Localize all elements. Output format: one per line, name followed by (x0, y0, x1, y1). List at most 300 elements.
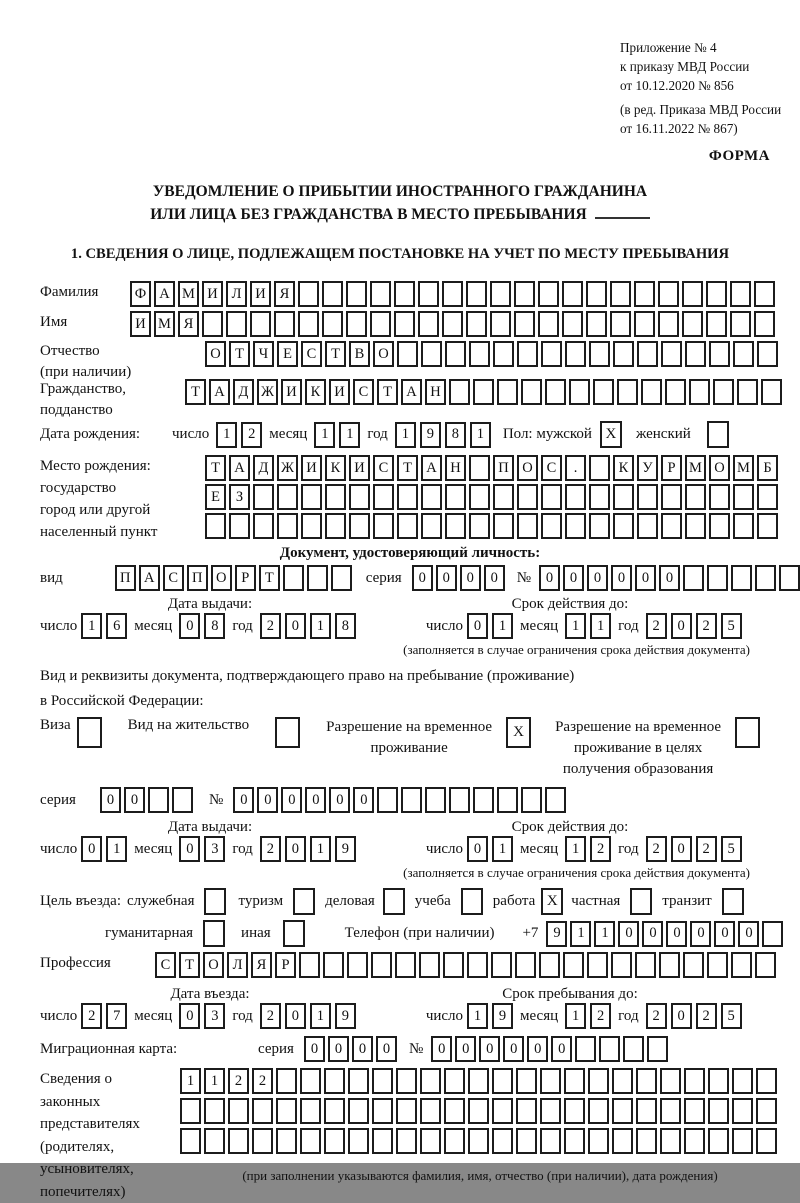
char-cell[interactable] (466, 281, 487, 307)
char-cell[interactable] (298, 281, 319, 307)
char-cell[interactable]: 1 (81, 613, 102, 639)
char-cell[interactable]: 0 (233, 787, 254, 813)
char-cell[interactable]: Т (185, 379, 206, 405)
char-cell[interactable]: 0 (479, 1036, 500, 1062)
char-cell[interactable]: П (115, 565, 136, 591)
char-cell[interactable] (370, 311, 391, 337)
char-cell[interactable]: 0 (738, 921, 759, 947)
char-cell[interactable]: 1 (314, 422, 335, 448)
char-cell[interactable] (757, 484, 778, 510)
char-cell[interactable]: 0 (666, 921, 687, 947)
char-cell[interactable]: П (187, 565, 208, 591)
char-cell[interactable] (565, 341, 586, 367)
char-cell[interactable] (468, 1098, 489, 1124)
char-cell[interactable]: 0 (527, 1036, 548, 1062)
char-cell[interactable] (730, 281, 751, 307)
char-cell[interactable]: Т (179, 952, 200, 978)
char-cell[interactable] (708, 1128, 729, 1154)
char-cell[interactable]: К (613, 455, 634, 481)
char-cell[interactable] (589, 513, 610, 539)
char-cell[interactable] (636, 1098, 657, 1124)
char-cell[interactable]: 1 (310, 613, 331, 639)
char-cell[interactable]: 0 (671, 1003, 692, 1029)
char-cell[interactable] (635, 952, 656, 978)
char-cell[interactable]: 1 (310, 1003, 331, 1029)
char-cell[interactable] (276, 1098, 297, 1124)
char-cell[interactable] (612, 1068, 633, 1094)
char-cell[interactable]: 1 (470, 422, 491, 448)
char-cell[interactable] (467, 952, 488, 978)
char-cell[interactable] (205, 513, 226, 539)
char-cell[interactable] (514, 311, 535, 337)
char-cell[interactable] (731, 565, 752, 591)
char-cell[interactable] (401, 787, 422, 813)
char-cell[interactable] (419, 952, 440, 978)
char-cell[interactable] (372, 1098, 393, 1124)
char-cell[interactable]: О (517, 455, 538, 481)
char-cell[interactable]: 0 (671, 613, 692, 639)
char-cell[interactable] (348, 1068, 369, 1094)
char-cell[interactable]: К (325, 455, 346, 481)
char-cell[interactable] (613, 513, 634, 539)
char-cell[interactable]: И (329, 379, 350, 405)
char-cell[interactable] (394, 281, 415, 307)
char-cell[interactable]: 9 (420, 422, 441, 448)
char-cell[interactable] (492, 1068, 513, 1094)
char-cell[interactable] (755, 952, 776, 978)
char-cell[interactable] (684, 1068, 705, 1094)
char-cell[interactable]: 1 (467, 1003, 488, 1029)
char-cell[interactable]: М (685, 455, 706, 481)
char-cell[interactable] (444, 1068, 465, 1094)
char-cell[interactable]: 2 (590, 836, 611, 862)
char-cell[interactable] (298, 311, 319, 337)
char-cell[interactable] (730, 311, 751, 337)
char-cell[interactable]: 0 (690, 921, 711, 947)
char-cell[interactable]: О (373, 341, 394, 367)
char-cell[interactable] (757, 513, 778, 539)
char-cell[interactable]: 0 (124, 787, 145, 813)
temp-residence-edu-checkbox[interactable] (735, 717, 760, 748)
char-cell[interactable] (372, 1068, 393, 1094)
char-cell[interactable]: Р (661, 455, 682, 481)
char-cell[interactable] (637, 484, 658, 510)
char-cell[interactable] (325, 513, 346, 539)
char-cell[interactable] (589, 484, 610, 510)
char-cell[interactable] (733, 484, 754, 510)
char-cell[interactable] (420, 1128, 441, 1154)
char-cell[interactable]: А (209, 379, 230, 405)
char-cell[interactable]: И (250, 281, 271, 307)
char-cell[interactable] (300, 1098, 321, 1124)
char-cell[interactable]: 9 (492, 1003, 513, 1029)
char-cell[interactable] (395, 952, 416, 978)
char-cell[interactable] (613, 341, 634, 367)
purpose-humanitarian-checkbox[interactable] (203, 920, 225, 947)
char-cell[interactable] (708, 1098, 729, 1124)
char-cell[interactable]: 0 (179, 1003, 200, 1029)
char-cell[interactable] (545, 787, 566, 813)
char-cell[interactable]: 0 (659, 565, 680, 591)
char-cell[interactable] (490, 311, 511, 337)
char-cell[interactable] (589, 341, 610, 367)
char-cell[interactable] (324, 1098, 345, 1124)
char-cell[interactable] (449, 379, 470, 405)
char-cell[interactable]: 2 (252, 1068, 273, 1094)
char-cell[interactable]: 0 (503, 1036, 524, 1062)
char-cell[interactable]: Б (757, 455, 778, 481)
char-cell[interactable] (521, 787, 542, 813)
char-cell[interactable]: 0 (353, 787, 374, 813)
char-cell[interactable]: Т (397, 455, 418, 481)
char-cell[interactable]: 0 (611, 565, 632, 591)
purpose-other-checkbox[interactable] (283, 920, 305, 947)
char-cell[interactable] (612, 1098, 633, 1124)
char-cell[interactable] (322, 281, 343, 307)
char-cell[interactable]: 0 (179, 836, 200, 862)
char-cell[interactable] (565, 513, 586, 539)
char-cell[interactable]: О (203, 952, 224, 978)
char-cell[interactable]: Я (274, 281, 295, 307)
char-cell[interactable]: 2 (241, 422, 262, 448)
char-cell[interactable] (612, 1128, 633, 1154)
char-cell[interactable]: 2 (646, 836, 667, 862)
char-cell[interactable]: . (565, 455, 586, 481)
char-cell[interactable]: 0 (484, 565, 505, 591)
char-cell[interactable] (660, 1068, 681, 1094)
char-cell[interactable] (473, 787, 494, 813)
char-cell[interactable] (685, 341, 706, 367)
char-cell[interactable]: 2 (646, 613, 667, 639)
char-cell[interactable]: А (401, 379, 422, 405)
char-cell[interactable] (348, 1098, 369, 1124)
char-cell[interactable] (540, 1128, 561, 1154)
char-cell[interactable]: 1 (180, 1068, 201, 1094)
char-cell[interactable] (396, 1128, 417, 1154)
char-cell[interactable] (733, 513, 754, 539)
char-cell[interactable] (420, 1098, 441, 1124)
char-cell[interactable] (468, 1068, 489, 1094)
char-cell[interactable]: 0 (635, 565, 656, 591)
char-cell[interactable] (473, 379, 494, 405)
char-cell[interactable] (641, 379, 662, 405)
char-cell[interactable] (660, 1128, 681, 1154)
char-cell[interactable]: 0 (285, 613, 306, 639)
char-cell[interactable] (682, 281, 703, 307)
char-cell[interactable]: И (130, 311, 151, 337)
char-cell[interactable] (685, 513, 706, 539)
char-cell[interactable] (761, 379, 782, 405)
purpose-tourism-checkbox[interactable] (293, 888, 315, 915)
char-cell[interactable]: М (154, 311, 175, 337)
purpose-business-checkbox[interactable] (383, 888, 405, 915)
char-cell[interactable]: Д (233, 379, 254, 405)
char-cell[interactable]: Ж (277, 455, 298, 481)
char-cell[interactable]: Р (235, 565, 256, 591)
char-cell[interactable] (613, 484, 634, 510)
char-cell[interactable]: 0 (436, 565, 457, 591)
sex-male-checkbox[interactable]: X (600, 421, 622, 448)
char-cell[interactable]: 2 (646, 1003, 667, 1029)
char-cell[interactable] (563, 952, 584, 978)
char-cell[interactable] (516, 1068, 537, 1094)
char-cell[interactable] (469, 513, 490, 539)
char-cell[interactable] (658, 281, 679, 307)
char-cell[interactable] (514, 281, 535, 307)
char-cell[interactable] (229, 513, 250, 539)
char-cell[interactable] (755, 565, 776, 591)
char-cell[interactable]: 2 (260, 1003, 281, 1029)
char-cell[interactable]: 5 (721, 613, 742, 639)
char-cell[interactable]: 1 (570, 921, 591, 947)
char-cell[interactable] (348, 1128, 369, 1154)
char-cell[interactable] (541, 341, 562, 367)
char-cell[interactable]: И (202, 281, 223, 307)
char-cell[interactable] (683, 952, 704, 978)
char-cell[interactable] (682, 311, 703, 337)
char-cell[interactable]: 0 (539, 565, 560, 591)
char-cell[interactable]: 0 (179, 613, 200, 639)
sex-female-checkbox[interactable] (707, 421, 729, 448)
char-cell[interactable] (586, 281, 607, 307)
char-cell[interactable] (466, 311, 487, 337)
char-cell[interactable] (636, 1068, 657, 1094)
char-cell[interactable] (517, 341, 538, 367)
char-cell[interactable]: Т (229, 341, 250, 367)
visa-checkbox[interactable] (77, 717, 102, 748)
char-cell[interactable]: 0 (563, 565, 584, 591)
char-cell[interactable] (497, 787, 518, 813)
char-cell[interactable] (617, 379, 638, 405)
temp-residence-checkbox[interactable]: X (506, 717, 531, 748)
char-cell[interactable] (324, 1128, 345, 1154)
char-cell[interactable] (634, 311, 655, 337)
char-cell[interactable] (588, 1128, 609, 1154)
char-cell[interactable] (468, 1128, 489, 1154)
char-cell[interactable] (331, 565, 352, 591)
char-cell[interactable]: 1 (594, 921, 615, 947)
char-cell[interactable] (250, 311, 271, 337)
char-cell[interactable] (610, 311, 631, 337)
char-cell[interactable]: 3 (204, 1003, 225, 1029)
char-cell[interactable] (689, 379, 710, 405)
char-cell[interactable] (589, 455, 610, 481)
char-cell[interactable] (538, 281, 559, 307)
char-cell[interactable]: А (139, 565, 160, 591)
char-cell[interactable] (659, 952, 680, 978)
char-cell[interactable] (228, 1128, 249, 1154)
char-cell[interactable] (469, 455, 490, 481)
char-cell[interactable]: Н (445, 455, 466, 481)
char-cell[interactable] (425, 787, 446, 813)
char-cell[interactable] (469, 341, 490, 367)
char-cell[interactable] (491, 952, 512, 978)
char-cell[interactable] (706, 281, 727, 307)
char-cell[interactable] (148, 787, 169, 813)
char-cell[interactable] (497, 379, 518, 405)
char-cell[interactable] (301, 513, 322, 539)
char-cell[interactable] (587, 952, 608, 978)
char-cell[interactable] (420, 1068, 441, 1094)
char-cell[interactable] (737, 379, 758, 405)
char-cell[interactable] (349, 513, 370, 539)
char-cell[interactable]: 2 (696, 613, 717, 639)
char-cell[interactable] (516, 1128, 537, 1154)
char-cell[interactable] (732, 1128, 753, 1154)
char-cell[interactable]: 0 (352, 1036, 373, 1062)
char-cell[interactable] (564, 1068, 585, 1094)
char-cell[interactable]: 0 (304, 1036, 325, 1062)
char-cell[interactable] (418, 311, 439, 337)
char-cell[interactable] (397, 513, 418, 539)
char-cell[interactable] (661, 513, 682, 539)
char-cell[interactable]: М (733, 455, 754, 481)
char-cell[interactable] (322, 311, 343, 337)
char-cell[interactable] (569, 379, 590, 405)
char-cell[interactable]: Л (226, 281, 247, 307)
char-cell[interactable] (588, 1068, 609, 1094)
char-cell[interactable]: 2 (590, 1003, 611, 1029)
char-cell[interactable]: 8 (335, 613, 356, 639)
char-cell[interactable]: 1 (565, 613, 586, 639)
char-cell[interactable] (274, 311, 295, 337)
char-cell[interactable]: 1 (565, 1003, 586, 1029)
char-cell[interactable]: А (154, 281, 175, 307)
char-cell[interactable]: 1 (395, 422, 416, 448)
char-cell[interactable]: 7 (106, 1003, 127, 1029)
char-cell[interactable] (373, 484, 394, 510)
char-cell[interactable] (588, 1098, 609, 1124)
char-cell[interactable] (660, 1098, 681, 1124)
char-cell[interactable]: 1 (565, 836, 586, 862)
char-cell[interactable] (252, 1128, 273, 1154)
char-cell[interactable] (707, 565, 728, 591)
char-cell[interactable] (226, 311, 247, 337)
char-cell[interactable]: 1 (590, 613, 611, 639)
char-cell[interactable] (325, 484, 346, 510)
char-cell[interactable]: В (349, 341, 370, 367)
char-cell[interactable] (575, 1036, 596, 1062)
char-cell[interactable] (493, 341, 514, 367)
char-cell[interactable] (623, 1036, 644, 1062)
char-cell[interactable] (565, 484, 586, 510)
char-cell[interactable] (665, 379, 686, 405)
char-cell[interactable]: 0 (281, 787, 302, 813)
char-cell[interactable]: Р (275, 952, 296, 978)
char-cell[interactable]: 1 (310, 836, 331, 862)
char-cell[interactable] (540, 1068, 561, 1094)
char-cell[interactable]: 5 (721, 1003, 742, 1029)
char-cell[interactable] (228, 1098, 249, 1124)
char-cell[interactable]: 2 (260, 613, 281, 639)
char-cell[interactable]: 0 (257, 787, 278, 813)
char-cell[interactable]: Ч (253, 341, 274, 367)
char-cell[interactable]: Л (227, 952, 248, 978)
char-cell[interactable] (706, 311, 727, 337)
char-cell[interactable] (562, 281, 583, 307)
char-cell[interactable] (493, 484, 514, 510)
char-cell[interactable] (253, 484, 274, 510)
char-cell[interactable]: 8 (204, 613, 225, 639)
char-cell[interactable] (421, 513, 442, 539)
char-cell[interactable] (442, 311, 463, 337)
char-cell[interactable] (515, 952, 536, 978)
char-cell[interactable]: 0 (285, 836, 306, 862)
char-cell[interactable] (396, 1068, 417, 1094)
char-cell[interactable]: Т (259, 565, 280, 591)
char-cell[interactable]: 0 (100, 787, 121, 813)
char-cell[interactable] (661, 341, 682, 367)
char-cell[interactable] (586, 311, 607, 337)
char-cell[interactable] (300, 1128, 321, 1154)
char-cell[interactable]: Т (377, 379, 398, 405)
char-cell[interactable]: Н (425, 379, 446, 405)
char-cell[interactable] (733, 341, 754, 367)
char-cell[interactable]: Д (253, 455, 274, 481)
char-cell[interactable] (637, 513, 658, 539)
char-cell[interactable]: 0 (305, 787, 326, 813)
char-cell[interactable] (299, 952, 320, 978)
char-cell[interactable] (370, 281, 391, 307)
char-cell[interactable]: 0 (467, 613, 488, 639)
char-cell[interactable] (442, 281, 463, 307)
char-cell[interactable]: 0 (551, 1036, 572, 1062)
char-cell[interactable]: 0 (328, 1036, 349, 1062)
char-cell[interactable] (564, 1128, 585, 1154)
char-cell[interactable]: 9 (335, 1003, 356, 1029)
char-cell[interactable] (277, 484, 298, 510)
char-cell[interactable] (307, 565, 328, 591)
char-cell[interactable] (539, 952, 560, 978)
char-cell[interactable]: 9 (546, 921, 567, 947)
char-cell[interactable] (396, 1098, 417, 1124)
char-cell[interactable]: И (281, 379, 302, 405)
char-cell[interactable] (658, 311, 679, 337)
char-cell[interactable] (301, 484, 322, 510)
char-cell[interactable] (444, 1128, 465, 1154)
char-cell[interactable] (397, 341, 418, 367)
char-cell[interactable] (469, 484, 490, 510)
char-cell[interactable] (541, 513, 562, 539)
char-cell[interactable] (443, 952, 464, 978)
residence-permit-checkbox[interactable] (275, 717, 300, 748)
char-cell[interactable] (732, 1068, 753, 1094)
char-cell[interactable]: О (211, 565, 232, 591)
char-cell[interactable] (709, 341, 730, 367)
char-cell[interactable] (346, 311, 367, 337)
char-cell[interactable] (324, 1068, 345, 1094)
char-cell[interactable] (180, 1128, 201, 1154)
purpose-study-checkbox[interactable] (461, 888, 483, 915)
char-cell[interactable] (647, 1036, 668, 1062)
char-cell[interactable] (373, 513, 394, 539)
purpose-private-checkbox[interactable] (630, 888, 652, 915)
char-cell[interactable] (684, 1098, 705, 1124)
char-cell[interactable]: 0 (81, 836, 102, 862)
char-cell[interactable] (418, 281, 439, 307)
char-cell[interactable] (445, 484, 466, 510)
char-cell[interactable] (492, 1128, 513, 1154)
char-cell[interactable] (610, 281, 631, 307)
char-cell[interactable] (377, 787, 398, 813)
char-cell[interactable]: 0 (642, 921, 663, 947)
char-cell[interactable]: Е (205, 484, 226, 510)
char-cell[interactable] (636, 1128, 657, 1154)
char-cell[interactable]: 0 (618, 921, 639, 947)
char-cell[interactable] (709, 484, 730, 510)
char-cell[interactable]: 0 (467, 836, 488, 862)
char-cell[interactable] (564, 1098, 585, 1124)
